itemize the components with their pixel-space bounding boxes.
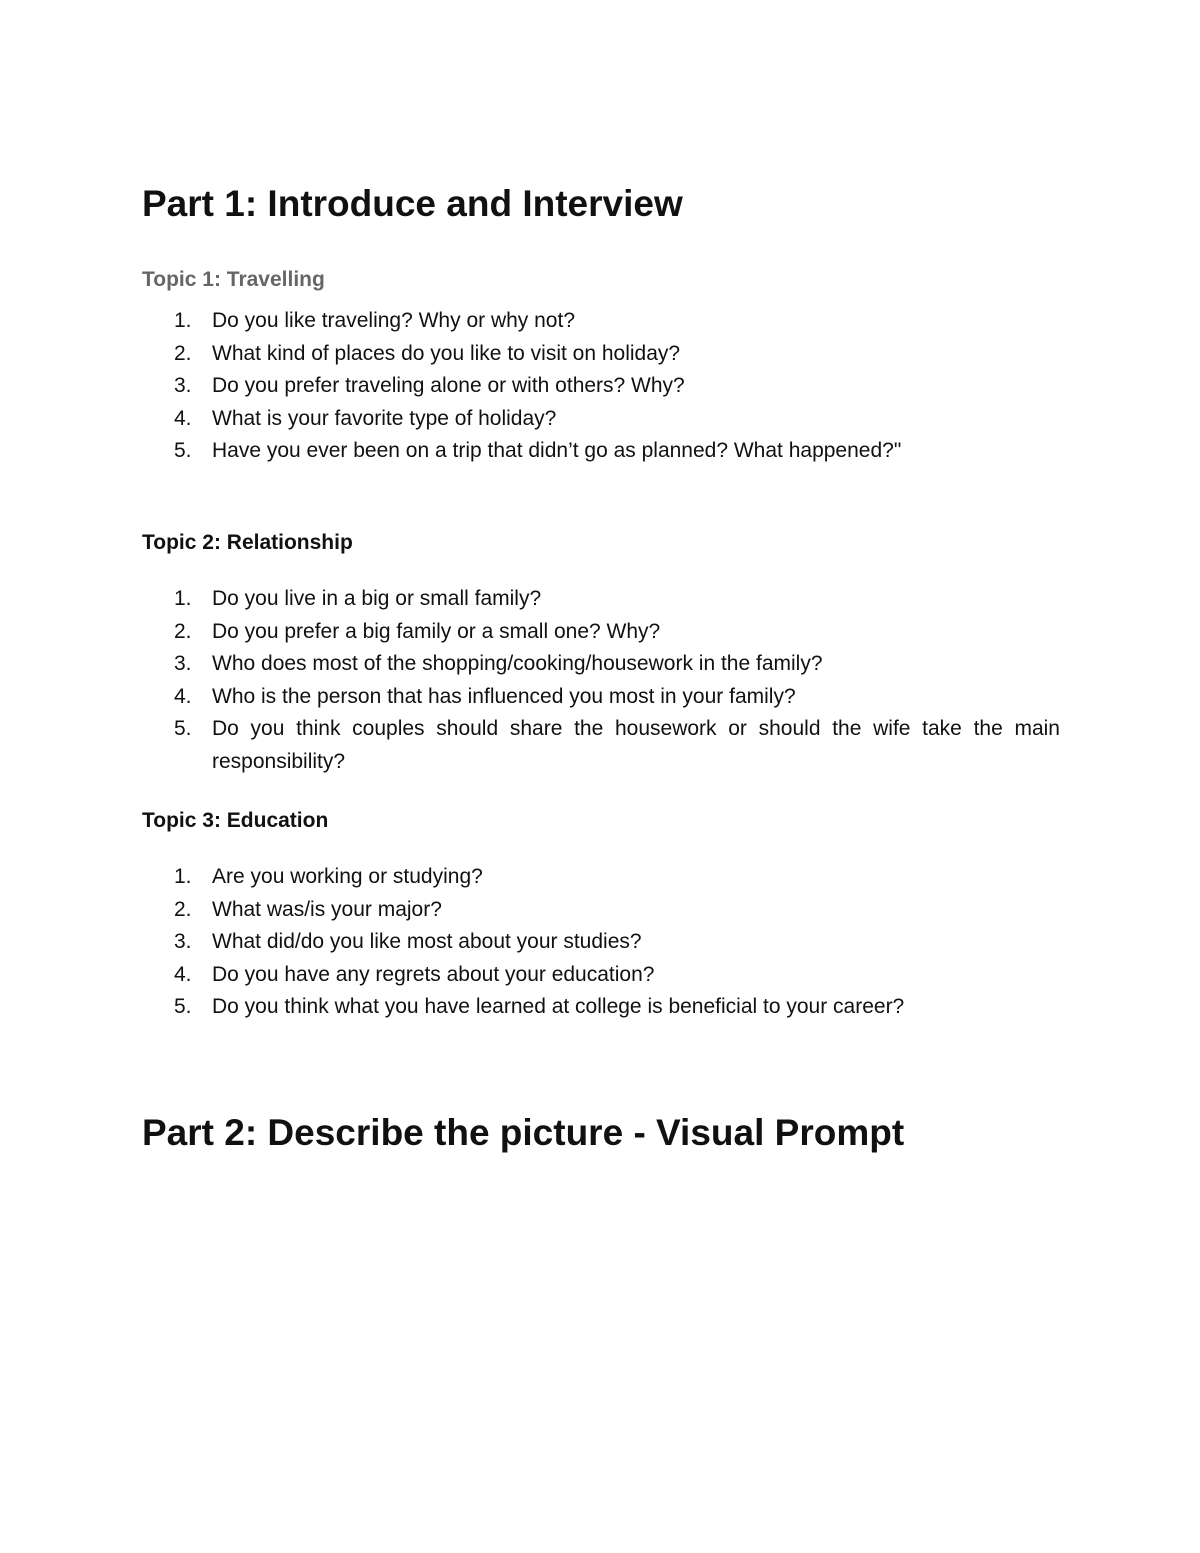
question-number: 1. — [174, 865, 192, 888]
question-number: 2. — [174, 897, 192, 921]
question-item — [142, 338, 1060, 371]
topic3-heading: Topic 3: Education — [142, 809, 329, 832]
part2-title: Part 2: Describe the picture - Visual Prompt — [142, 1112, 905, 1153]
topic1-question-list — [142, 305, 1060, 468]
topic3-question-list — [142, 861, 1060, 1024]
question-number: 1. — [174, 587, 192, 610]
question-item — [142, 861, 1060, 894]
question-item — [142, 713, 1060, 778]
question-number: 3. — [174, 652, 192, 675]
question-text: Who is the person that has influenced you most in your family? — [212, 684, 796, 708]
question-number: 4. — [174, 684, 192, 708]
question-text: What kind of places do you like to visit on holiday? — [212, 341, 681, 365]
question-text: Do you live in a big or small family? — [212, 587, 542, 610]
question-text: Do you prefer traveling alone or with others? Why? — [212, 374, 685, 397]
question-text: Do you like traveling? Why or why not? — [212, 309, 575, 332]
question-text: Do you have any regrets about your education? — [212, 962, 655, 986]
question-item — [142, 435, 1060, 468]
question-text: What is your favorite type of holiday? — [212, 406, 557, 430]
question-item — [142, 926, 1060, 959]
question-text: Do you think what you have learned at college is beneficial to your career? — [212, 995, 905, 1018]
question-item — [142, 616, 1060, 649]
question-item — [142, 403, 1060, 436]
question-number: 4. — [174, 962, 192, 986]
question-text: Do you prefer a big family or a small one? Why? — [212, 619, 661, 643]
question-number: 4. — [174, 406, 192, 430]
question-number: 3. — [174, 374, 192, 397]
question-text: What was/is your major? — [212, 897, 442, 921]
question-number: 5. — [174, 995, 192, 1018]
question-number: 5. — [174, 439, 192, 462]
question-item — [142, 305, 1060, 338]
question-item — [142, 648, 1060, 681]
question-text: What did/do you like most about your studies? — [212, 930, 642, 953]
question-number: 5. — [174, 717, 192, 740]
question-text: Do you think couples should share the housework or should the wife take the main responsibility? — [212, 717, 1060, 773]
part1-title: Part 1: Introduce and Interview — [142, 183, 683, 224]
question-item — [142, 991, 1060, 1024]
question-number: 3. — [174, 930, 192, 953]
question-text: Have you ever been on a trip that didn’t go as planned? What happened?" — [212, 439, 902, 462]
question-item — [142, 583, 1060, 616]
topic2-question-list — [142, 583, 1060, 778]
question-text: Are you working or studying? — [212, 865, 483, 888]
question-item — [142, 370, 1060, 403]
question-item — [142, 681, 1060, 714]
question-item — [142, 894, 1060, 927]
topic2-heading: Topic 2: Relationship — [142, 531, 353, 554]
question-number: 2. — [174, 619, 192, 643]
topic1-heading: Topic 1: Travelling — [142, 268, 325, 291]
question-item — [142, 959, 1060, 992]
question-text: Who does most of the shopping/cooking/housework in the family? — [212, 652, 823, 675]
question-number: 1. — [174, 309, 192, 332]
question-number: 2. — [174, 341, 192, 365]
